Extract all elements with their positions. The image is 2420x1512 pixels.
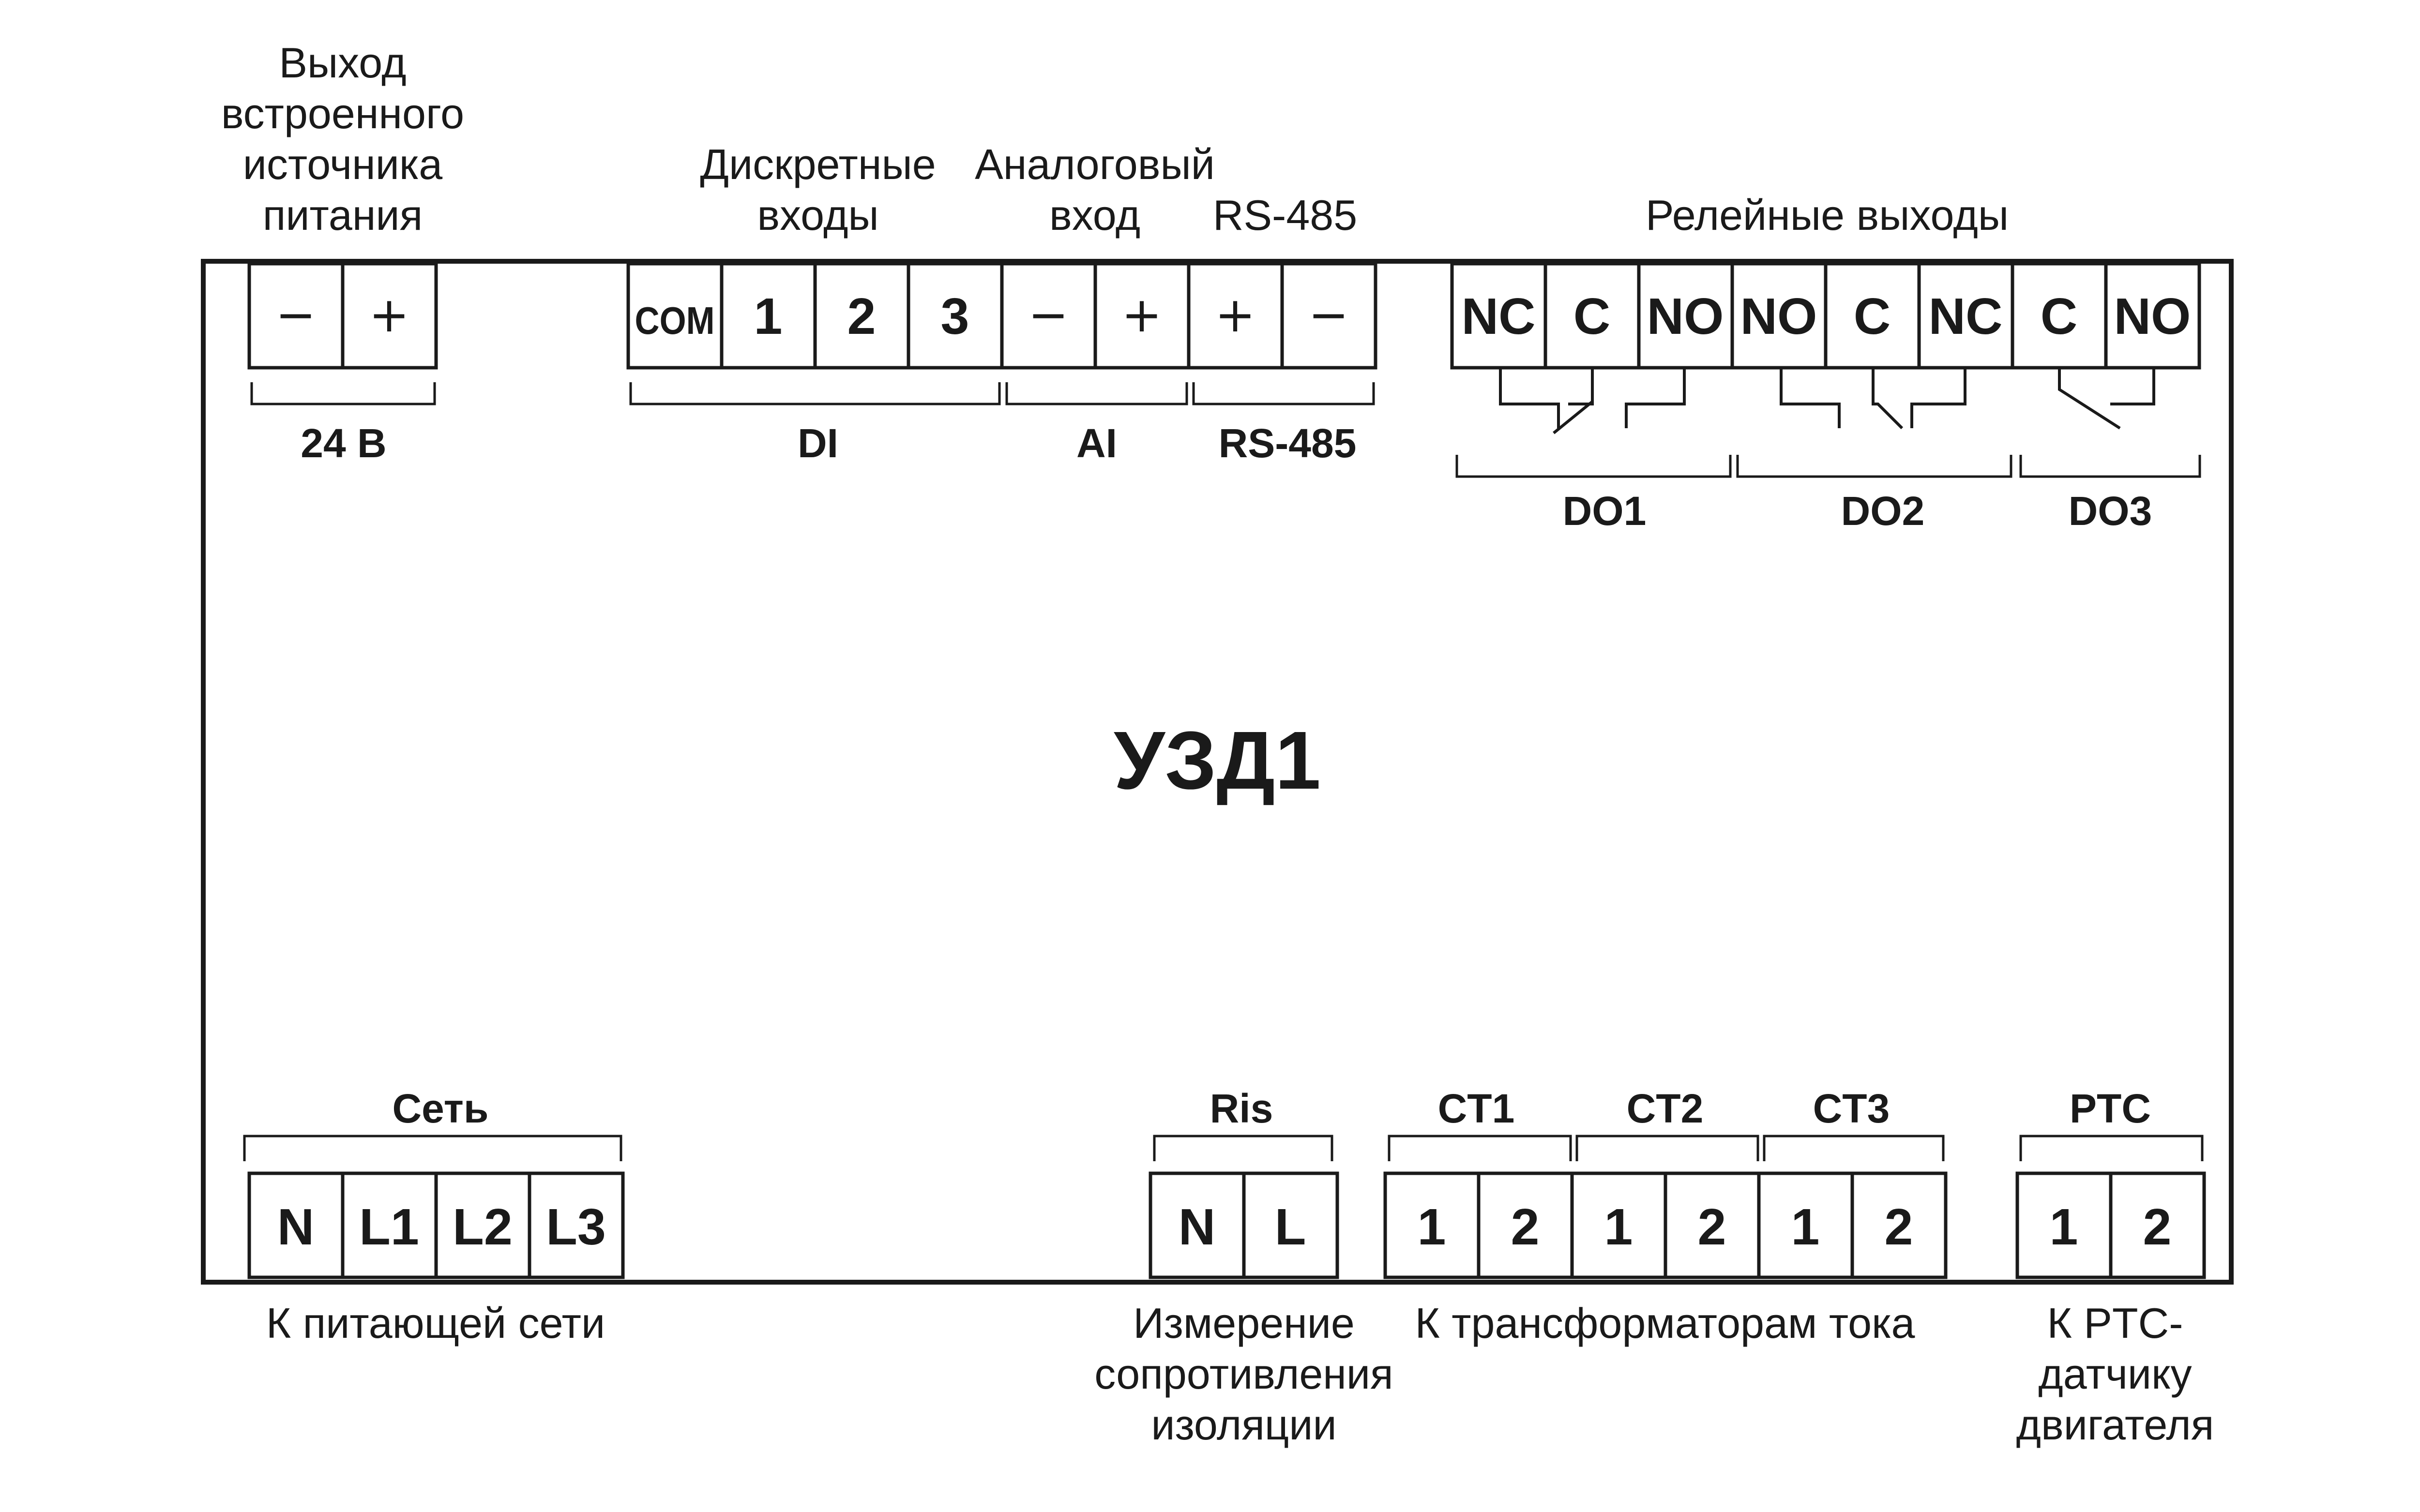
svg-text:встроенного: встроенного	[221, 90, 465, 137]
terminal-do1-no: NO	[1647, 288, 1724, 345]
terminal-do1-nc: NC	[1461, 288, 1536, 345]
svg-text:вход: вход	[1049, 191, 1141, 239]
svg-text:питания: питания	[262, 191, 423, 239]
analog-input-terminals	[1002, 264, 1189, 368]
rs485-label: RS-485	[1212, 191, 1358, 239]
do1-contact-symbol	[1500, 368, 1684, 433]
power-output-bracket	[252, 382, 435, 404]
relays-label: Релейные выходы	[1645, 191, 2009, 239]
digital-inputs-terminals	[628, 264, 1002, 368]
terminal-mains-n: N	[277, 1198, 315, 1256]
ptc-bracket	[2021, 1136, 2202, 1161]
ct3-bracket	[1764, 1136, 1943, 1161]
terminal-do2-c: C	[1853, 288, 1891, 345]
device-name: УЗД1	[1114, 715, 1321, 807]
ct2-group: CT2	[1626, 1086, 1704, 1131]
do3-group: DO3	[2068, 488, 2152, 534]
terminal-rs485-plus: +	[1215, 286, 1255, 343]
terminal-do3-c: C	[2040, 288, 2078, 345]
ris-group: Ris	[1210, 1086, 1273, 1131]
svg-text:сопротивления: сопротивления	[1094, 1350, 1393, 1398]
do1-group: DO1	[1562, 488, 1647, 534]
digital-inputs-label	[700, 140, 936, 239]
analog-input-label	[975, 140, 1215, 239]
do1-bracket	[1457, 455, 1730, 477]
terminal-ct1-1: 1	[1417, 1198, 1446, 1256]
ct1-group: CT1	[1437, 1086, 1515, 1131]
terminal-do1-c: C	[1573, 288, 1611, 345]
svg-text:Аналоговый: Аналоговый	[975, 140, 1215, 188]
mains-bracket	[244, 1136, 621, 1161]
mains-terminals	[249, 1173, 623, 1277]
ris-bracket	[1154, 1136, 1332, 1161]
do3-bracket	[2021, 455, 2200, 477]
digital-inputs-bracket	[631, 382, 999, 404]
do2-contact-symbol	[1781, 368, 1965, 428]
ct2-bracket	[1577, 1136, 1758, 1161]
svg-text:двигателя: двигателя	[2016, 1401, 2214, 1449]
terminal-rs485-minus: −	[1308, 286, 1349, 343]
svg-text:входы: входы	[757, 191, 879, 239]
power-output-group: 24 В	[301, 420, 387, 466]
ct3-group: CT3	[1813, 1086, 1890, 1131]
terminal-do2-nc: NC	[1928, 288, 2003, 345]
relay-terminals	[1452, 264, 2199, 368]
terminal-ct1-2: 2	[1511, 1198, 1540, 1256]
terminal-ct3-2: 2	[1884, 1198, 1913, 1256]
terminal-ct3-1: 1	[1791, 1198, 1820, 1256]
ptc-terminals	[2017, 1173, 2204, 1277]
terminal-mains-l1: L1	[359, 1198, 419, 1256]
rs485-group: RS-485	[1218, 420, 1357, 466]
svg-text:К PTC-: К PTC-	[2047, 1299, 2183, 1347]
terminal-di3: 3	[940, 288, 969, 345]
svg-text:датчику: датчику	[2038, 1350, 2192, 1398]
mains-group: Сеть	[392, 1086, 489, 1131]
rs485-terminals	[1189, 264, 1376, 368]
terminal-com: COM	[635, 299, 715, 342]
ct1-bracket	[1389, 1136, 1571, 1161]
terminal-do2-no: NO	[1740, 288, 1817, 345]
terminal-do3-no: NO	[2114, 288, 2191, 345]
mains-label: К питающей сети	[266, 1299, 605, 1347]
terminal-di1: 1	[754, 288, 783, 345]
analog-input-bracket	[1007, 382, 1187, 404]
ptc-label	[2016, 1299, 2214, 1449]
rs485-bracket	[1194, 382, 1374, 404]
terminal-minus: −	[275, 286, 316, 343]
terminal-ptc-1: 1	[2049, 1198, 2078, 1256]
do2-group: DO2	[1841, 488, 1925, 534]
terminal-di2: 2	[847, 288, 876, 345]
svg-text:Дискретные: Дискретные	[700, 140, 936, 188]
svg-text:Выход: Выход	[279, 39, 407, 87]
ris-terminals	[1150, 1173, 1337, 1277]
terminal-ct2-1: 1	[1604, 1198, 1633, 1256]
ct-terminals	[1385, 1173, 1946, 1277]
power-output-label	[221, 39, 464, 239]
terminal-ct2-2: 2	[1697, 1198, 1726, 1256]
ptc-group: PTC	[2070, 1086, 2151, 1131]
ct-label: К трансформаторам тока	[1415, 1299, 1915, 1347]
terminal-ris-n: N	[1178, 1198, 1216, 1256]
do2-bracket	[1738, 455, 2011, 477]
svg-text:Измерение: Измерение	[1133, 1299, 1355, 1347]
terminal-ai-plus: +	[1121, 286, 1162, 343]
terminal-ai-minus: −	[1028, 286, 1069, 343]
ris-label	[1094, 1299, 1393, 1449]
analog-input-group: AI	[1076, 420, 1117, 466]
digital-inputs-group: DI	[798, 420, 838, 466]
terminal-mains-l2: L2	[453, 1198, 513, 1256]
svg-text:изоляции: изоляции	[1151, 1401, 1337, 1449]
do3-contact-symbol	[2059, 368, 2154, 428]
terminal-ptc-2: 2	[2143, 1198, 2172, 1256]
svg-text:источника: источника	[242, 140, 443, 188]
terminal-plus: +	[369, 286, 409, 343]
terminal-mains-l3: L3	[546, 1198, 606, 1256]
terminal-ris-l: L	[1274, 1198, 1306, 1256]
power-output-terminals	[249, 264, 436, 368]
